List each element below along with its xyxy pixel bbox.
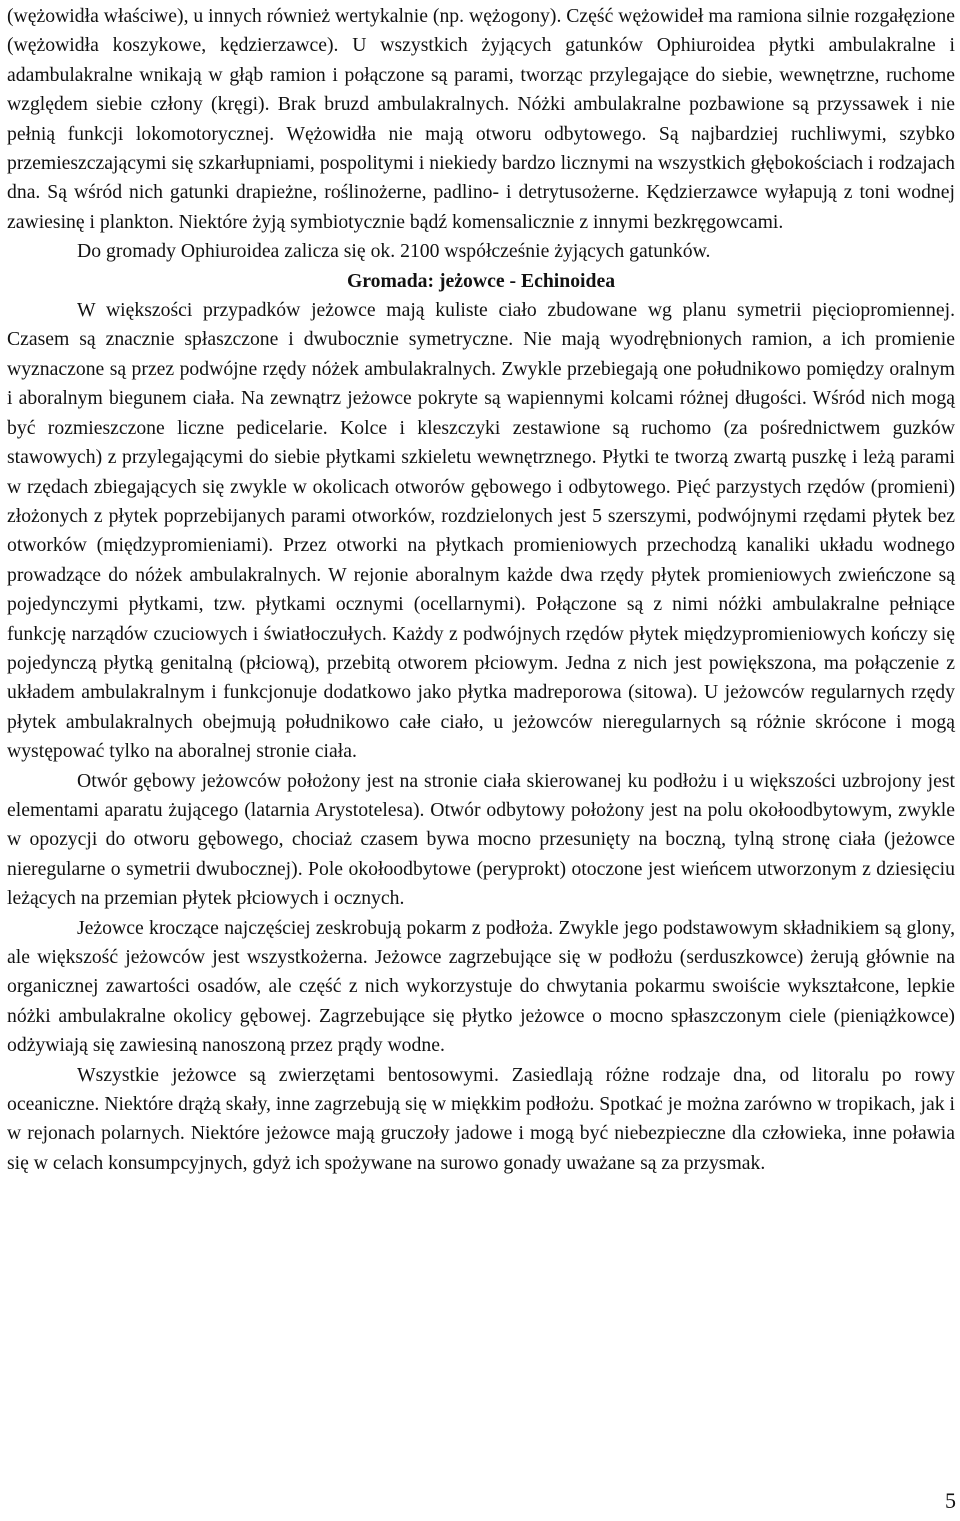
paragraph-ophiuroidea-species-count: Do gromady Ophiuroidea zalicza się ok. 2100 współcześnie żyjących gatunków. xyxy=(77,240,711,263)
paragraph-ophiuroidea-description: (wężowidła właściwe), u innych również wertykalnie (np. wężogony). Część wężowideł ma ramiona silnie rozgałęzione (wężowidła koszykowe, kędzierzawce). U wszystkich żyjących gatunków Ophiuroidea płytki ambulakralne i adambulakralne wnikają w głąb ramion i połączone są parami, tworząc przylegające do siebie, wewnętrzne, ruchome względem siebie człony (kręgi). Brak bruzd ambulakralnych. Nóżki ambulakralne pozbawione są przyssawek i nie pełnią funkcji lokomotorycznej. Wężowidła nie mają otworu odbytowego. Są najbardziej ruchliwymi, szybko przemieszczającymi się szkarłupniami, pospolitymi i niekiedy bardzo licznymi na wszystkich głębokościach i rodzajach dna. Są wśród nich gatunki drapieżne, roślinożerne, padlino- i detrytusożerne. Kędzierzawce wyłapują z toni wodnej zawiesinę i plankton. Niektóre żyją symbiotycznie bądź komensalicznie z innymi bezkręgowcami. xyxy=(7,5,955,233)
paragraph-echinoidea-feeding: Jeżowce kroczące najczęściej zeskrobują pokarm z podłoża. Zwykle jego podstawowym składnikiem są glony, ale większość jeżowców jest wszystkożerna. Jeżowce zagrzebujące się w podłożu (serduszkowce) żerują głównie na organicznej zawartości osadów, ale część z nich wykorzystuje do chwytania pokarmu swoiście wykształcone, lepkie nóżki ambulakralne okolicy gębowej. Zagrzebujące się płytko jeżowce o mocno spłaszczonym ciele (pieniążkowce) odżywiają się zawiesiną nanoszoną przez prądy wodne. xyxy=(7,916,955,1057)
paragraph-echinoidea-habitat: Wszystkie jeżowce są zwierzętami bentosowymi. Zasiedlają różne rodzaje dna, od litoralu po rowy oceaniczne. Niektóre drążą skały, inne zagrzebują się w miękkim podłożu. Spotkać je można zarówno w tropikach, jak i w rejonach polarnych. Niektóre jeżowce mają gruczoły jadowe i mogą być niebezpieczne dla człowieka, inne poławia się w celach konsumpcyjnych, gdyż ich spożywane na surowo gonady uważane są za przysmak. xyxy=(7,1063,955,1174)
document-page xyxy=(7,2,955,1178)
paragraph-echinoidea-body-plan: W większości przypadków jeżowce mają kuliste ciało zbudowane wg planu symetrii pięciopromiennej. Czasem są znacznie spłaszczone i dwubocznie symetryczne. Nie mają wyodrębnionych ramion, a ich promienie wyznaczone są przez podwójne rzędy nóżek ambulakralnych. Zwykle przebiegają one południkowo pomiędzy oralnym i aboralnym biegunem ciała. Na zewnątrz jeżowce pokryte są wapiennymi kolcami różnej długości. Wśród nich mogą być rozmieszczone liczne pedicelarie. Kolce i kleszczyki zestawione są ruchomo (za pośrednictwem guzków stawowych) z przylegającymi do siebie płytkami szkieletu wewnętrznego. Płytki te tworzą zwartą puszkę i leżą parami w rzędach zbiegających się zwykle w okolicach otworów gębowego i odbytowego. Pięć parzystych rzędów (promieni) złożonych z płytek poprzebijanych parami otworków, rozdzielonych jest 5 szerszymi, podwójnymi rzędami płytek bez otworków (międzypromieniami). Przez otworki na płytkach promieniowych przechodzą kanaliki układu wodnego prowadzące do nóżek ambulakralnych. W rejonie aboralnym każde dwa rzędy płytek promieniowych zwieńczone są pojedynczymi płytkami, tzw. płytkami ocznymi (ocellarnymi). Połączone są z nimi nóżki ambulakralne pełniące funkcję narządów czuciowych i światłoczułych. Każdy z podwójnych rzędów płytek międzypromieniowych kończy się pojedynczą płytką genitalną (płciową), przebitą otworem płciowym. Jedna z nich jest powiększona, ma połączenie z układem ambulakralnym i funkcjonuje dodatkowo jako płytka madreporowa (sitowa). U jeżowców regularnych rzędy płytek ambulakralnych obejmują południkowo całe ciało, u jeżowców nieregularnych są różnie skrócone i mogą występować tylko na aboralnej stronie ciała. xyxy=(7,299,955,763)
section-heading-echinoidea: Gromada: jeżowce - Echinoidea xyxy=(346,269,616,292)
page-number: 5 xyxy=(945,1488,956,1513)
paragraph-echinoidea-mouth-anus: Otwór gębowy jeżowców położony jest na stronie ciała skierowanej ku podłożu i u większości uzbrojony jest elementami aparatu żującego (latarnia Arystotelesa). Otwór odbytowy położony jest na polu okołoodbytowym, zwykle w opozycji do otworu gębowego, chociaż czasem bywa mocno przesunięty na boczną, tylną stronę ciała (jeżowce nieregularne o symetrii dwubocznej). Pole okołoodbytowe (peryprokt) otoczone jest wieńcem utworzonym z dziesięciu leżących na przemian płytek płciowych i ocznych. xyxy=(7,769,955,910)
